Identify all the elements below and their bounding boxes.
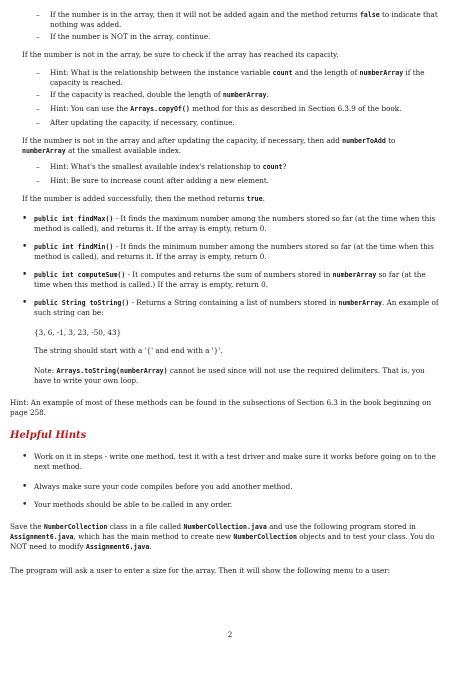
sub-item (36, 162, 440, 172)
method-item (22, 214, 440, 234)
hint-paragraph: Hint: An example of most of these methods can be found in the subsections of Section 6.3 in the book beginning on page 258. (10, 398, 432, 417)
sub-item-text: If the number is NOT in the array, continue. (50, 32, 211, 41)
sub-item-text: Hint: You can use the Arrays.copyOf() method for this as described in Section 6.3.9 of the book. (50, 104, 402, 113)
save-paragraph: Save the NumberCollection class in a file called NumberCollection.java and use the following program stored in Assignment6.java, which has the main method to create new NumberCollection objects and to test your class. You do NOT need to modify Assignment6.java. (10, 522, 435, 551)
note-text: Note: Arrays.toString(numberArray) cannot be used since will not use the required delimiters. That is, you have to write your own loop. (34, 366, 425, 385)
sub-item (36, 90, 440, 100)
sub-item-text: Hint: Be sure to increase count after adding a new element. (50, 176, 270, 185)
dash-marker: – (36, 68, 40, 77)
sub-item (36, 32, 440, 42)
dash-marker: – (36, 10, 40, 19)
bullet-icon: • (22, 242, 28, 252)
bullet-icon: • (22, 500, 28, 510)
sub-item-text: If the number is in the array, then it will not be added again and the method returns false to indicate that nothing was added. (50, 10, 438, 29)
paragraph: If the number is not in the array and after updating the capacity, if necessary, then add numberToAdd to numberArray at the smallest available index. (22, 136, 396, 155)
hint-item-text: Work on it in steps - write one method, test it with a test driver and make sure it works before going on to the next method. (34, 452, 436, 471)
example-string: {3, 6, -1, 3, 23, -50, 43} (34, 328, 122, 337)
method-text: public String toString() - Returns a String containing a list of numbers stored in numberArray. An example of such string can be: (34, 298, 439, 317)
method-item (22, 298, 440, 318)
helpful-hints-heading: Helpful Hints (10, 430, 87, 441)
sub-item-text: Hint: What is the relationship between the instance variable count and the length of numberArray if the capacity is reached. (50, 68, 425, 87)
hint-item (22, 500, 440, 510)
bullet-icon: • (22, 214, 28, 224)
hint-item (22, 482, 440, 492)
dash-marker: – (36, 104, 40, 113)
hint-item-text: Your methods should be able to be called in any order. (34, 500, 233, 509)
bullet-icon: • (22, 298, 28, 308)
sub-item (36, 10, 440, 30)
bullet-icon: • (22, 270, 28, 280)
bullet-icon: • (22, 482, 28, 492)
sub-item (36, 68, 440, 88)
paragraph: If the number is not in the array, be sure to check if the array has reached its capacity. (22, 50, 339, 59)
dash-marker: – (36, 32, 40, 41)
hint-item-text: Always make sure your code compiles before you add another method. (34, 482, 293, 491)
method-text: public int computeSum() - It computes and returns the sum of numbers stored in numberArray so far (at the time when this method is called.) If the array is empty, return 0. (34, 270, 426, 289)
bullet-icon: • (22, 452, 28, 462)
sub-item (36, 104, 440, 114)
sub-item (36, 118, 440, 128)
paragraph: If the number is added successfully, then the method returns true. (22, 194, 265, 203)
start-end-text: The string should start with a '{' and end with a '}'. (34, 346, 223, 355)
dash-marker: – (36, 90, 40, 99)
program-paragraph: The program will ask a user to enter a size for the array. Then it will show the following menu to a user: (10, 566, 391, 575)
sub-item (36, 176, 440, 186)
sub-item-text: After updating the capacity, if necessary, continue. (50, 118, 235, 127)
dash-marker: – (36, 162, 40, 171)
dash-marker: – (36, 176, 40, 185)
hint-item (22, 452, 440, 472)
dash-marker: – (36, 118, 40, 127)
method-item (22, 270, 440, 290)
sub-item-text: Hint: What's the smallest available index's relationship to count? (50, 162, 287, 171)
method-item (22, 242, 440, 262)
method-text: public int findMin() - It finds the minimum number among the numbers stored so far (at the time when this method is called), and returns it. If the array is empty, return 0. (34, 242, 434, 261)
method-text: public int findMax() - It finds the maximum number among the numbers stored so far (at the time when this method is called), and returns it. If the array is empty, return 0. (34, 214, 436, 233)
sub-item-text: If the capacity is reached, double the length of numberArray. (50, 90, 269, 99)
page-number: 2 (227, 630, 233, 639)
